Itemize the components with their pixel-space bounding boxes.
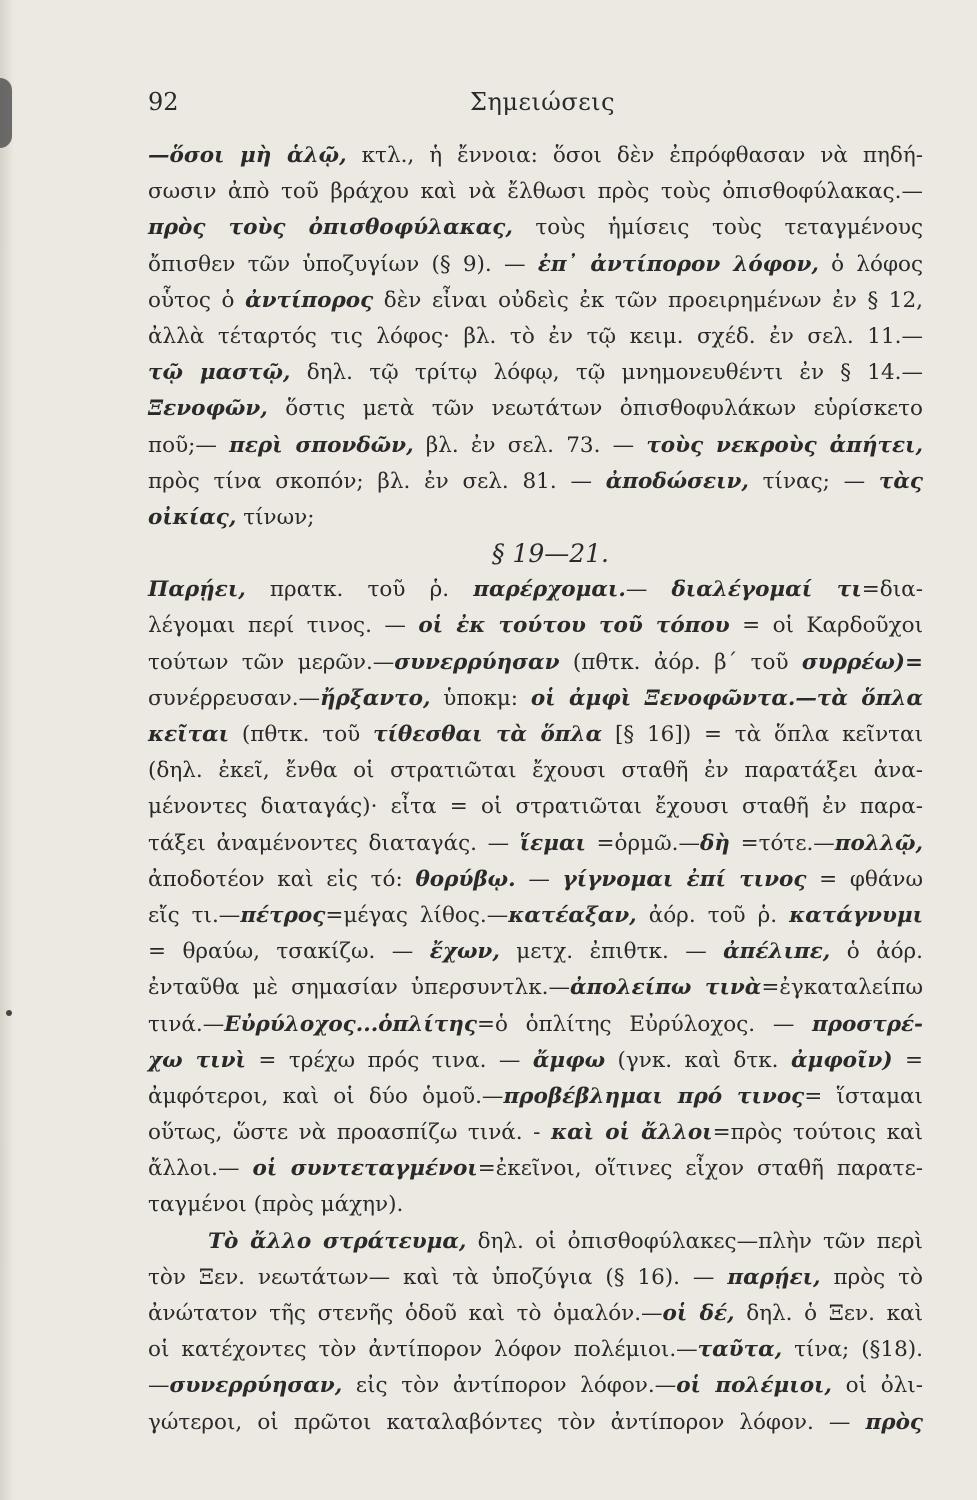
text-line xyxy=(148,717,923,753)
lemma-term: ἐπ᾽ ἀντίπορον λόφον, xyxy=(537,251,819,277)
lemma-term: παρῄει, xyxy=(727,1264,821,1290)
text-line xyxy=(148,753,923,789)
margin-speck xyxy=(6,1010,12,1016)
gloss-text: =μέγας λίθος.— xyxy=(325,902,509,928)
text-line xyxy=(148,826,923,862)
text-line xyxy=(148,1332,923,1368)
gloss-text: σωσιν ἀπὸ τοῦ βράχου καὶ νὰ ἔλθωσι πρὸς τοὺς ὀπισθοφύλακας.— xyxy=(148,179,923,205)
lemma-term: κατέαξαν, xyxy=(508,902,637,928)
gloss-text: δὲν εἶναι οὐδεὶς ἐκ τῶν προειρημένων ἐν § 12, xyxy=(373,287,923,313)
text-line xyxy=(148,174,923,210)
gloss-text: (πθτκ. ἀόρ. β´ τοῦ xyxy=(559,649,802,675)
lemma-term: δὴ xyxy=(699,830,730,856)
gloss-text: ἄλλοι.— xyxy=(148,1156,253,1182)
lemma-term: οἱ ἀμφὶ Ξενοφῶντα.—τὰ ὅπλα xyxy=(530,685,923,711)
gloss-text: τίνα; (§18). xyxy=(782,1337,924,1363)
text-line xyxy=(148,572,923,608)
gloss-text: = θραύω, τσακίζω. — xyxy=(148,939,430,965)
gloss-text: ἀποδοτέον καὶ εἰς τό: xyxy=(148,866,416,892)
gloss-text: οἱ κατέχοντες τὸν ἀντίπορον λόφον πολέμιοι.— xyxy=(148,1337,698,1363)
gloss-text: (πθτκ. τοῦ xyxy=(229,722,374,747)
page-gutter-shadow xyxy=(0,0,14,1500)
gloss-text: πρὸς τὸ xyxy=(820,1264,924,1290)
gloss-text: =δια- xyxy=(861,577,923,603)
text-line xyxy=(148,319,923,355)
lemma-term: ἀμφοῖν) xyxy=(790,1047,893,1073)
lemma-term: οἱ ἐκ τούτου τοῦ τόπου xyxy=(418,613,730,639)
gloss-text: [§ 16]) = τὰ ὅπλα κεῖνται xyxy=(602,722,924,747)
gloss-text: τὸν Ξεν. νεωτάτων— καὶ τὰ ὑποζύγια (§ 16). — xyxy=(148,1264,728,1290)
text-line xyxy=(148,210,923,246)
lemma-term: πέτρος xyxy=(240,902,326,928)
lemma-term: ἤρξαντο, xyxy=(320,685,431,711)
text-line xyxy=(148,934,923,970)
lemma-term: κεῖται xyxy=(148,722,230,747)
gloss-text: τινά.— xyxy=(148,1011,225,1037)
gloss-text: (γνκ. καὶ δτκ. xyxy=(605,1047,791,1073)
lemma-term: τοὺς νεκροὺς ἀπήτει, xyxy=(646,432,923,458)
gloss-text: =πρὸς τούτοις καὶ xyxy=(712,1120,924,1146)
gloss-text: μένοντες διαταγάς)· εἶτα = οἱ στρατιῶται ἔχουσι σταθῆ ἐν παρα- xyxy=(148,794,923,820)
text-line xyxy=(148,608,923,644)
lemma-term: οἰκίας, xyxy=(148,504,237,530)
lemma-term: ταῦτα, xyxy=(697,1337,783,1363)
gloss-text: γώτεροι, οἱ πρῶτοι καταλαβόντες τὸν ἀντίπορον λόφον. — xyxy=(148,1409,866,1435)
gloss-text: ὅστις μετὰ τῶν νεωτάτων ὀπισθοφυλάκων εὑρίσκετο xyxy=(267,396,923,422)
lemma-term: ἀποδώσειν, xyxy=(605,468,749,494)
gloss-text: ὄπισθεν τῶν ὑποζυγίων (§ 9). — xyxy=(148,251,538,277)
text-line xyxy=(148,283,923,319)
gloss-text: =ὁρμῶ.— xyxy=(585,830,700,856)
lemma-term: —ὅσοι μὴ ἁλῷ, xyxy=(148,143,347,168)
lemma-term: Ξενοφῶν, xyxy=(148,396,268,422)
text-line xyxy=(148,355,923,391)
gloss-text: = xyxy=(892,1047,923,1073)
text-line xyxy=(148,1043,923,1079)
gloss-text: τούτων τῶν μερῶν.— xyxy=(148,649,395,675)
gloss-text: ἀνώτατον τῆς στενῆς ὁδοῦ καὶ τὸ ὁμαλόν.— xyxy=(148,1301,663,1326)
page-number: 92 xyxy=(148,88,179,116)
text-line xyxy=(148,1007,923,1043)
lemma-term: γίγνομαι ἐπί τινος xyxy=(562,866,807,892)
lemma-term: χω τινὶ xyxy=(148,1047,246,1073)
lemma-term: προστρέ- xyxy=(812,1011,923,1037)
gloss-text: =ἐκεῖνοι, οἵτινες εἶχον σταθῆ παρατε- xyxy=(477,1156,923,1182)
lemma-term: Παρῄει, xyxy=(148,577,246,603)
text-line xyxy=(148,1368,923,1404)
lemma-term: Τὸ ἄλλο στράτευμα, xyxy=(208,1228,467,1254)
text-line xyxy=(148,862,923,898)
gloss-text: = τρέχω πρός τινα. — xyxy=(245,1047,533,1073)
gloss-text: — xyxy=(625,577,672,603)
gloss-text: § 19—21. xyxy=(491,539,610,569)
gloss-text: — xyxy=(515,866,563,892)
lemma-term: ἄμφω xyxy=(532,1047,606,1073)
lemma-term: οἱ πολέμιοι, xyxy=(676,1373,832,1399)
gloss-text: δηλ. ὁ Ξεν. καὶ xyxy=(734,1301,923,1326)
gloss-text: δηλ. τῷ τρίτῳ λόφῳ, τῷ μνημονευθέντι ἐν § 14.— xyxy=(290,360,923,386)
gloss-text: πρατκ. τοῦ ῥ. xyxy=(245,577,474,603)
section-heading xyxy=(148,536,923,572)
gloss-text: =τότε.— xyxy=(729,830,835,856)
gloss-text: συνέρρευσαν.— xyxy=(148,685,321,711)
gloss-text: βλ. ἐν σελ. 73. — xyxy=(413,432,647,458)
lemma-term: οἱ συντεταγμένοι xyxy=(252,1156,478,1182)
lemma-term: πολλῷ, xyxy=(834,830,923,856)
lemma-term: καὶ οἱ ἄλλοι xyxy=(550,1120,713,1146)
lemma-term: ἀντίπορος xyxy=(245,287,374,313)
lemma-term: κατάγνυμι xyxy=(789,902,923,928)
lemma-term: πρὸς xyxy=(865,1409,923,1435)
text-line xyxy=(148,1187,923,1223)
binding-edge-mark xyxy=(0,78,12,148)
gloss-text: λέγομαι περί τινος. — xyxy=(148,613,419,639)
lemma-term: προβέβλημαι πρό τινος xyxy=(503,1083,805,1109)
gloss-text: οἱ ὀλι- xyxy=(831,1373,923,1399)
text-line xyxy=(148,1224,923,1260)
gloss-text: τάξει ἀναμένοντες διαταγάς. — xyxy=(148,830,520,856)
gloss-text: τίνων; xyxy=(236,504,315,530)
gloss-text: — xyxy=(148,1373,170,1399)
lemma-term: διαλέγομαί τι xyxy=(671,577,862,603)
gloss-text: ἀμφότεροι, καὶ οἱ δύο ὁμοῦ.— xyxy=(148,1083,504,1109)
gloss-text: ὁ λόφος xyxy=(818,251,923,277)
lemma-term: ἔχων, xyxy=(429,939,500,965)
page-header xyxy=(148,88,908,128)
lemma-term: τὰς xyxy=(878,468,923,494)
lemma-term: ἀπέλιπε, xyxy=(723,939,831,965)
lemma-term: οἱ δέ, xyxy=(662,1301,735,1326)
gloss-text: ταγμένοι (πρὸς μάχην). xyxy=(148,1192,404,1218)
gloss-text: εἴς τι.— xyxy=(148,902,241,928)
text-line xyxy=(148,645,923,681)
text-line xyxy=(148,428,923,464)
gloss-text: ἐνταῦθα μὲ σημασίαν ὑπερσυντλκ.— xyxy=(148,975,570,1001)
gloss-text: οὕτως, ὥστε νὰ προασπίζω τινά. - xyxy=(148,1120,551,1146)
text-line xyxy=(148,391,923,427)
running-title: Σημειώσεις xyxy=(470,88,616,116)
gloss-text: =ἐγκαταλείπω xyxy=(761,975,923,1001)
text-line xyxy=(148,500,923,536)
text-line xyxy=(148,1260,923,1296)
text-line xyxy=(148,789,923,825)
gloss-text: ὑποκμ: xyxy=(430,685,531,711)
lemma-term: τίθεσθαι τὰ ὅπλα xyxy=(373,722,603,747)
gloss-text: ἀλλὰ τέταρτός τις λόφος· βλ. τὸ ἐν τῷ κειμ. σχέδ. ἐν σελ. 11.— xyxy=(148,323,923,349)
text-line xyxy=(148,1296,923,1332)
lemma-term: πρὸς τοὺς ὀπισθοφύλακας, xyxy=(148,215,513,241)
lemma-term: συνερρύησαν xyxy=(394,649,560,675)
text-line xyxy=(148,1151,923,1187)
lemma-term: θορύβῳ. xyxy=(415,866,516,892)
gloss-text: εἰς τὸν ἀντίπορον λόφον.— xyxy=(342,1373,677,1399)
lemma-term: τῷ μαστῷ, xyxy=(148,360,291,386)
gloss-text: ὁ ἀόρ. xyxy=(830,939,923,965)
gloss-text: =ὁ ὁπλίτης Εὐρύλοχος. — xyxy=(476,1011,812,1037)
gloss-text: δηλ. οἱ ὀπισθοφύλακες—πλὴν τῶν περὶ xyxy=(466,1228,923,1254)
gloss-text: = φθάνω xyxy=(806,866,923,892)
lemma-term: συνερρύησαν, xyxy=(169,1373,343,1399)
gloss-text: ποῦ;— xyxy=(148,432,230,458)
gloss-text: πρὸς τίνα σκοπόν; βλ. ἐν σελ. 81. — xyxy=(148,468,606,494)
notes-body xyxy=(148,138,923,1441)
text-line xyxy=(148,970,923,1006)
gloss-text: κτλ., ἡ ἔννοια: ὅσοι δὲν ἐπρόφθασαν νὰ πηδή- xyxy=(346,143,924,168)
gloss-text: τίνας; — xyxy=(748,468,879,494)
gloss-text: = οἱ Καρδοῦχοι xyxy=(729,613,923,639)
lemma-term: παρέρχομαι. xyxy=(473,577,626,603)
text-line xyxy=(148,1115,923,1151)
gloss-text: τοὺς ἡμίσεις τοὺς τεταγμένους xyxy=(512,215,923,241)
text-line xyxy=(148,138,923,174)
text-line xyxy=(148,464,923,500)
text-line xyxy=(148,1405,923,1441)
text-line xyxy=(148,1079,923,1115)
lemma-term: περὶ σπονδῶν, xyxy=(229,432,414,458)
lemma-term: ἵεμαι xyxy=(519,830,586,856)
text-line xyxy=(148,898,923,934)
gloss-text: (δηλ. ἐκεῖ, ἔνθα οἱ στρατιῶται ἔχουσι σταθῆ ἐν παρατάξει ἀνα- xyxy=(148,758,923,784)
gloss-text: οὗτος ὁ xyxy=(148,287,246,313)
gloss-text: μετχ. ἐπιθτκ. — xyxy=(499,939,724,965)
lemma-term: ἀπολείπω τινὰ xyxy=(569,975,762,1001)
text-line xyxy=(148,681,923,717)
gloss-text: = ἵσταμαι xyxy=(804,1083,923,1109)
lemma-term: συρρέω)= xyxy=(801,649,923,675)
gloss-text: ἀόρ. τοῦ ῥ. xyxy=(636,902,790,928)
lemma-term: Εὐρύλοχος...ὁπλίτης xyxy=(224,1011,477,1037)
text-line xyxy=(148,247,923,283)
